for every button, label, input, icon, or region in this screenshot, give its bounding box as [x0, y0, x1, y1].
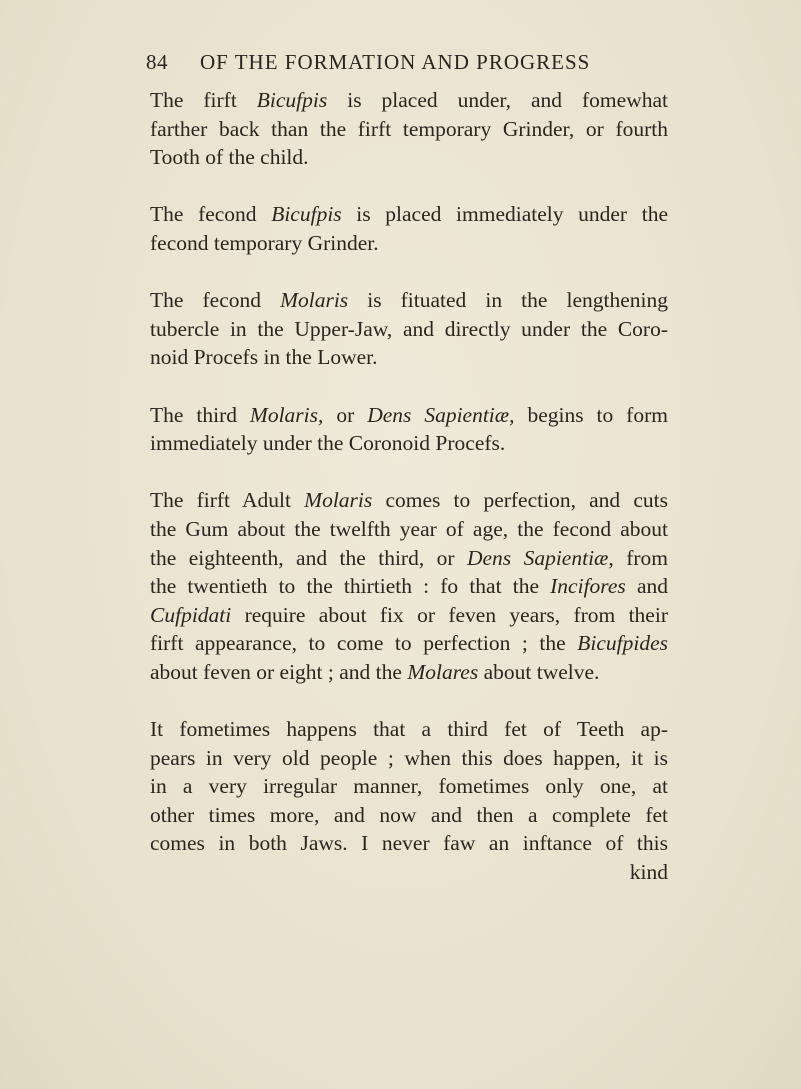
italic-term: Molaris: [304, 488, 373, 513]
text-run: other times more, and now and then a complete fet: [150, 802, 668, 827]
text-line: [150, 286, 668, 315]
italic-term: Molaris: [280, 288, 349, 313]
italic-term: Cufpidati: [150, 602, 232, 627]
text-line: [150, 801, 668, 830]
text-run: The firft Adult: [150, 488, 305, 513]
text-run: is fituated in the lengthening: [348, 288, 668, 313]
text-line: [150, 715, 668, 744]
text-line: [150, 429, 668, 458]
italic-term: Bicufpis: [271, 202, 342, 227]
text-run: the eighteenth, and the third, or: [150, 545, 467, 570]
text-run: It fometimes happens that a third fet of Teeth ap-: [150, 717, 668, 742]
text-line: [150, 829, 668, 858]
text-line: [150, 229, 668, 258]
text-run: is placed immediately under the: [341, 202, 668, 227]
text-run: firft appearance, to come to perfection ; the: [150, 631, 578, 656]
text-line: [150, 200, 668, 229]
text-line: [150, 744, 668, 773]
text-line: [150, 658, 668, 687]
body-text: [150, 86, 668, 915]
paragraph: [150, 286, 668, 372]
text-line: [150, 515, 668, 544]
running-title: OF THE FORMATION AND PROGRESS: [200, 50, 591, 74]
paragraph: [150, 401, 668, 458]
text-line: [150, 86, 668, 115]
text-line: [150, 858, 668, 887]
italic-term: Bicufpides: [577, 631, 668, 656]
text-run: Tooth of the child.: [150, 145, 309, 170]
text-run: The third: [150, 402, 250, 427]
paragraph: [150, 200, 668, 257]
text-run: comes in both Jaws. I never faw an inftance of this: [150, 831, 668, 856]
page-header: [146, 50, 671, 80]
text-run: in a very irregular manner, fometimes only one, at: [150, 774, 668, 799]
italic-term: Molares: [407, 659, 479, 684]
text-line: [150, 544, 668, 573]
text-run: begins to form: [514, 402, 668, 427]
italic-term: Dens Sapientiæ,: [367, 402, 515, 427]
text-line: [150, 772, 668, 801]
text-line: [150, 601, 668, 630]
text-line: [150, 115, 668, 144]
text-line: [150, 343, 668, 372]
text-run: is placed under, and fomewhat: [327, 88, 668, 112]
text-run: farther back than the firft temporary Grinder, or fourth: [150, 116, 668, 141]
text-run: noid Procefs in the Lower.: [150, 345, 378, 370]
text-run: The firft: [150, 88, 257, 112]
text-run: and: [625, 574, 668, 599]
paragraph: [150, 486, 668, 686]
text-run: pears in very old people ; when this does happen, it is: [150, 745, 668, 770]
text-run: the twentieth to the thirtieth : fo that the: [150, 574, 551, 599]
text-run: or: [323, 402, 368, 427]
italic-term: Bicufpis: [256, 88, 328, 112]
text-run: tubercle in the Upper-Jaw, and directly under the Coro-: [150, 316, 668, 341]
text-line: [150, 143, 668, 172]
text-run: kind: [629, 860, 668, 885]
text-run: the Gum about the twelfth year of age, the fecond about: [150, 516, 668, 541]
page-number: 84: [146, 50, 168, 74]
text-run: The fecond: [150, 288, 281, 313]
text-run: require about fix or feven years, from their: [231, 602, 668, 627]
text-run: about twelve.: [478, 659, 600, 684]
text-run: immediately under the Coronoid Procefs.: [150, 431, 506, 456]
text-line: [150, 572, 668, 601]
text-line: [150, 629, 668, 658]
text-run: fecond temporary Grinder.: [150, 230, 379, 255]
text-line: [150, 401, 668, 430]
text-line: [150, 486, 668, 515]
text-run: about feven or eight ; and the: [150, 659, 408, 684]
paragraph: [150, 86, 668, 172]
text-run: The fecond: [150, 202, 272, 227]
italic-term: Incifores: [550, 574, 626, 599]
text-run: comes to perfection, and cuts: [372, 488, 668, 513]
italic-term: Molaris,: [249, 402, 324, 427]
paragraph: [150, 715, 668, 887]
text-run: from: [613, 545, 668, 570]
text-line: [150, 315, 668, 344]
italic-term: Dens Sapientiæ,: [466, 545, 614, 570]
